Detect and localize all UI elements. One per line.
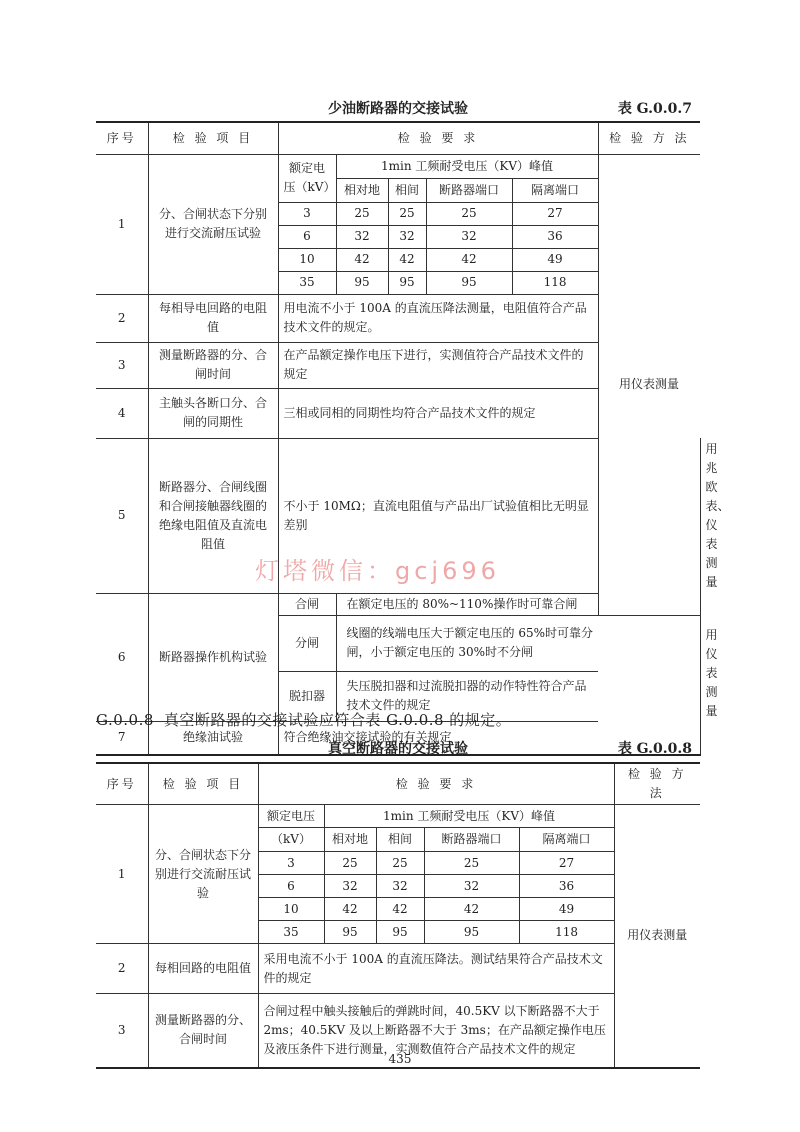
header-requirement: 检 验 要 求 xyxy=(258,763,614,805)
table-cell: 42 xyxy=(376,898,424,921)
table-cell: 32 xyxy=(424,875,519,898)
table2-title: 真空断路器的交接试验 xyxy=(328,741,468,757)
table-cell: 10 xyxy=(278,248,336,271)
row2-requirement: 采用电流不小于 100A 的直流压降法。测试结果符合产品技术文件的规定 xyxy=(258,944,614,994)
table-cell: 25 xyxy=(336,202,388,225)
col-phase-phase: 相间 xyxy=(388,178,426,202)
table-cell: 25 xyxy=(424,852,519,875)
table-cell: 95 xyxy=(426,271,512,294)
row2-requirement: 用电流不小于 100A 的直流压降法测量，电阻值符合产品技术文件的规定。 xyxy=(278,294,598,342)
table-cell: 27 xyxy=(519,852,614,875)
row2-seq: 2 xyxy=(96,294,148,342)
table-cell: 42 xyxy=(426,248,512,271)
row1-seq: 1 xyxy=(96,805,148,944)
watermark: 灯塔微信：gcj696 xyxy=(255,557,500,585)
method-cell: 用仪表测量 xyxy=(614,805,700,1068)
col-isolation-port: 隔离端口 xyxy=(512,178,598,202)
sub-label-trip: 脱扣器 xyxy=(278,671,336,721)
header-requirement: 检 验 要 求 xyxy=(278,122,598,154)
row7-seq: 7 xyxy=(96,721,148,755)
table-cell: 10 xyxy=(258,898,324,921)
table-cell: 35 xyxy=(258,921,324,944)
voltage-unit: （kV） xyxy=(258,828,324,852)
table-cell: 27 xyxy=(512,202,598,225)
row3-seq: 3 xyxy=(96,994,148,1068)
header-item: 检 验 项 目 xyxy=(148,122,278,154)
row1-item: 分、合闸状态下分别进行交流耐压试验 xyxy=(148,154,278,294)
header-method: 检 验 方 法 xyxy=(598,122,700,154)
sub-text-close: 在额定电压的 80%~110%操作时可靠合闸 xyxy=(336,593,598,615)
table1-title: 少油断路器的交接试验 xyxy=(328,101,468,117)
voltage-label: 额定电压（kV） xyxy=(278,154,336,202)
row5-requirement: 不小于 10MΩ；直流电阻值与产品出厂试验值相比无明显差别 xyxy=(278,438,598,593)
col-breaker-port: 断路器端口 xyxy=(426,178,512,202)
table-cell: 25 xyxy=(388,202,426,225)
col-breaker-port: 断路器端口 xyxy=(424,828,519,852)
table-cell: 95 xyxy=(376,921,424,944)
table-cell: 118 xyxy=(519,921,614,944)
header-item: 检 验 项 目 xyxy=(148,763,258,805)
header-method: 检 验 方 法 xyxy=(614,763,700,805)
clause-number: G.0.0.8 xyxy=(96,711,154,729)
table-cell: 49 xyxy=(519,898,614,921)
row7-requirement: 符合绝缘油交接试验的有关规定 xyxy=(278,721,598,755)
table2 xyxy=(96,762,700,1069)
row6-seq: 6 xyxy=(96,593,148,721)
table-cell: 42 xyxy=(324,898,376,921)
row2-item: 每相回路的电阻值 xyxy=(148,944,258,994)
row3-seq: 3 xyxy=(96,342,148,388)
table-cell: 95 xyxy=(424,921,519,944)
voltage-label: 额定电压 xyxy=(258,805,324,828)
header-seq: 序号 xyxy=(96,122,148,154)
table-cell: 118 xyxy=(512,271,598,294)
sub-text-open: 线圈的线端电压大于额定电压的 65%时可靠分闸，小于额定电压的 30%时不分闸 xyxy=(336,615,598,671)
table-cell: 36 xyxy=(512,225,598,248)
table-cell: 32 xyxy=(388,225,426,248)
sub-text-trip: 失压脱扣器和过流脱扣器的动作特性符合产品技术文件的规定 xyxy=(336,671,598,721)
withstand-voltage-header: 1min 工频耐受电压（KV）峰值 xyxy=(336,154,598,178)
table-cell: 42 xyxy=(336,248,388,271)
sub-label-close: 合闸 xyxy=(278,593,336,615)
row5-seq: 5 xyxy=(96,438,148,593)
table-cell: 95 xyxy=(336,271,388,294)
row2-item: 每相导电回路的电阻值 xyxy=(148,294,278,342)
table-cell: 95 xyxy=(324,921,376,944)
table-cell: 3 xyxy=(278,202,336,225)
table1-caption xyxy=(96,98,700,118)
table-cell: 32 xyxy=(426,225,512,248)
row1-seq: 1 xyxy=(96,154,148,294)
row3-requirement: 在产品额定操作电压下进行，实测值符合产品技术文件的规定 xyxy=(278,342,598,388)
table-cell: 32 xyxy=(324,875,376,898)
table-cell: 6 xyxy=(278,225,336,248)
col-phase-ground: 相对地 xyxy=(324,828,376,852)
table-cell: 35 xyxy=(278,271,336,294)
col-isolation-port: 隔离端口 xyxy=(519,828,614,852)
table1: 序号 检 验 项 目 检 验 要 求 检 验 方 法 1 分、合闸状态下分别进行交流耐压试验 额定电压（kV） 1min 工频耐受电压（KV）峰值 用仪表测量 相对地 相间 断路器端口 隔离端口 3 25 25 25 27 6 32 32 32 36 10 42 42 42 49 35 95 95 95 118 2 每相导电回路的电阻值 用电流不小于 100A 的直流压降法测量，电阻值符合产品技术文件的规定。 3 测量断路器的分、合闸时间 在产品额定操作电压下进行，实测值符合产品技术文件的规定 4 主触头各断口分、合闸的同期性 三相或同相的同期性均符合产品技术文件的规定 5 断路器分、合闸线圈和合闸接触器线圈的绝缘电阻值及直流电阻值 不小于 10MΩ；直流电阻值与产品出厂试验值相比无明显差别 用兆欧表、仪表测量 6 断路器操作机构试验 合闸 在额定电压的 80%~110%操作时可靠合闸 用仪表测量 分闸 线圈的线端电压大于额定电压的 65%时可靠分闸，小于额定电压的 30%时不分闸 脱扣器 失压脱扣器和过流脱扣器的动作特性符合产品技术文件的规定 7 绝缘油试验 符合绝缘油交接试验的有关规定 xyxy=(96,121,700,756)
sub-label-open: 分闸 xyxy=(278,615,336,671)
table1-number: 表 G.0.0.7 xyxy=(617,101,692,117)
table-cell: 49 xyxy=(512,248,598,271)
row1-item: 分、合闸状态下分别进行交流耐压试验 xyxy=(148,805,258,944)
table-cell: 32 xyxy=(336,225,388,248)
page-number: 435 xyxy=(388,1052,412,1066)
table-cell: 32 xyxy=(376,875,424,898)
table-cell: 42 xyxy=(388,248,426,271)
table2-caption xyxy=(96,738,700,758)
row3-requirement: 合闸过程中触头接触后的弹跳时间，40.5KV 以下断路器不大于 2ms；40.5KV 及以上断路器不大于 3ms；在产品额定操作电压及液压条件下进行测量，实测数值符合产品技术文件的规定 xyxy=(258,994,614,1068)
clause-g008 xyxy=(96,709,521,730)
row2-seq: 2 xyxy=(96,944,148,994)
method-cell: 用仪表测量 xyxy=(598,154,700,615)
row4-seq: 4 xyxy=(96,388,148,438)
clause-text: 真空断路器的交接试验应符合表 G.0.0.8 的规定。 xyxy=(163,711,512,729)
col-phase-phase: 相间 xyxy=(376,828,424,852)
header-seq: 序号 xyxy=(96,763,148,805)
table-cell: 95 xyxy=(388,271,426,294)
table-cell: 3 xyxy=(258,852,324,875)
row4-requirement: 三相或同相的同期性均符合产品技术文件的规定 xyxy=(278,388,598,438)
table-cell: 25 xyxy=(324,852,376,875)
row3-item: 测量断路器的分、合闸时间 xyxy=(148,342,278,388)
table-cell: 36 xyxy=(519,875,614,898)
row3-item: 测量断路器的分、合闸时间 xyxy=(148,994,258,1068)
table-cell: 6 xyxy=(258,875,324,898)
table-cell: 25 xyxy=(426,202,512,225)
col-phase-ground: 相对地 xyxy=(336,178,388,202)
table-cell: 25 xyxy=(376,852,424,875)
row5-item: 断路器分、合闸线圈和合闸接触器线圈的绝缘电阻值及直流电阻值 xyxy=(148,438,278,593)
withstand-voltage-header: 1min 工频耐受电压（KV）峰值 xyxy=(324,805,614,828)
table-cell: 42 xyxy=(424,898,519,921)
table2-number: 表 G.0.0.8 xyxy=(617,741,692,757)
row6-item: 断路器操作机构试验 xyxy=(148,593,278,721)
row7-item: 绝缘油试验 xyxy=(148,721,278,755)
row4-item: 主触头各断口分、合闸的同期性 xyxy=(148,388,278,438)
